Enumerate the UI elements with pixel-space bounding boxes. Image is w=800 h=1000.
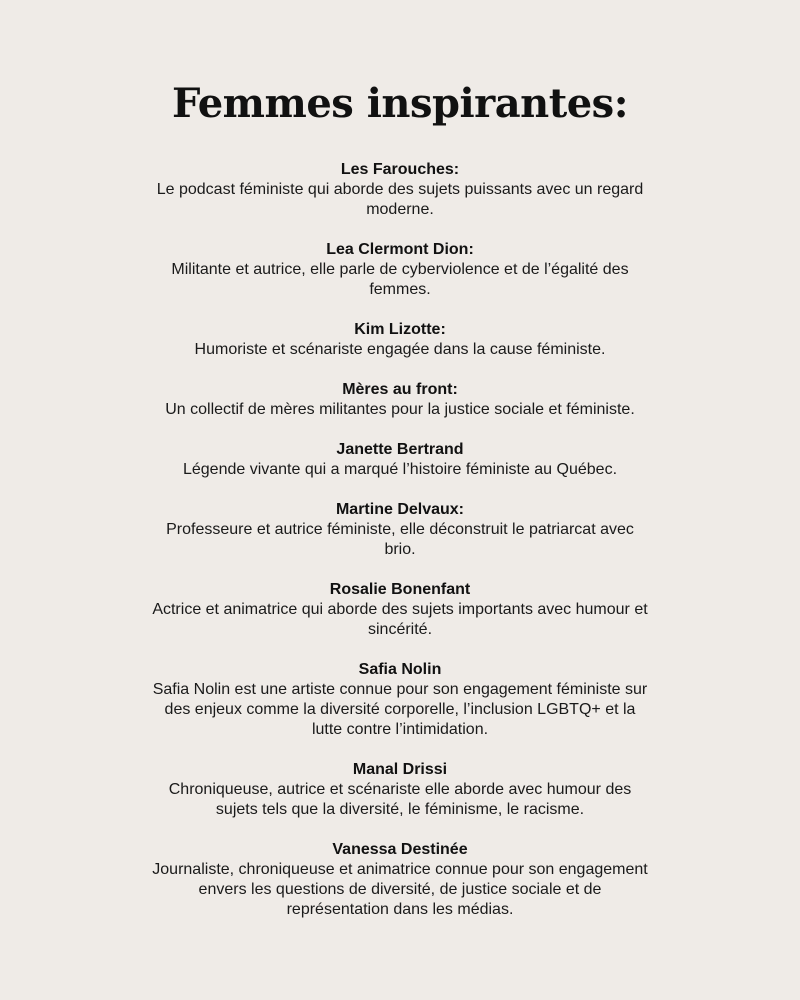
entry-description: Militante et autrice, elle parle de cyberviolence et de l’égalité des femmes. [171, 261, 629, 298]
list-item [150, 160, 650, 220]
list-item [150, 840, 650, 920]
entry-name: Les Farouches: [340, 161, 460, 178]
entry-description: Légende vivante qui a marqué l’histoire féministe au Québec. [182, 461, 618, 478]
entry-name: Martine Delvaux: [335, 501, 465, 518]
list-item [150, 240, 650, 300]
entry-name: Rosalie Bonenfant [329, 581, 471, 598]
list-item [150, 500, 650, 560]
list-item [150, 440, 650, 480]
entry-name: Manal Drissi [352, 761, 448, 778]
entry-name: Kim Lizotte: [354, 321, 446, 338]
entry-description: Un collectif de mères militantes pour la justice sociale et féministe. [165, 401, 635, 418]
entry-name: Janette Bertrand [336, 441, 464, 458]
entry-description: Professeure et autrice féministe, elle déconstruit le patriarcat avec brio. [166, 521, 634, 558]
entry-description: Actrice et animatrice qui aborde des sujets importants avec humour et sincérité. [152, 601, 648, 638]
entry-name: Mères au front: [342, 381, 458, 398]
entry-list [150, 160, 650, 940]
entry-name: Vanessa Destinée [332, 841, 468, 858]
list-item [150, 320, 650, 360]
entry-name: Lea Clermont Dion: [326, 241, 474, 258]
entry-description: Humoriste et scénariste engagée dans la cause féministe. [194, 341, 606, 358]
list-item [150, 580, 650, 640]
entry-description: Le podcast féministe qui aborde des sujets puissants avec un regard moderne. [156, 181, 644, 218]
list-item [150, 760, 650, 820]
page-title: Femmes inspirantes: [172, 80, 628, 127]
entry-name: Safia Nolin [358, 661, 442, 678]
list-item [150, 380, 650, 420]
list-item [150, 660, 650, 740]
entry-description: Chroniqueuse, autrice et scénariste elle aborde avec humour des sujets tels que la diversité, le féminisme, le racisme. [168, 781, 632, 818]
entry-description: Safia Nolin est une artiste connue pour son engagement féministe sur des enjeux comme la diversité corporelle, l’inclusion LGBTQ+ et la lutte contre l’intimidation. [152, 681, 648, 738]
entry-description: Journaliste, chroniqueuse et animatrice connue pour son engagement envers les questions de diversité, de justice sociale et de représentation dans les médias. [152, 861, 648, 918]
